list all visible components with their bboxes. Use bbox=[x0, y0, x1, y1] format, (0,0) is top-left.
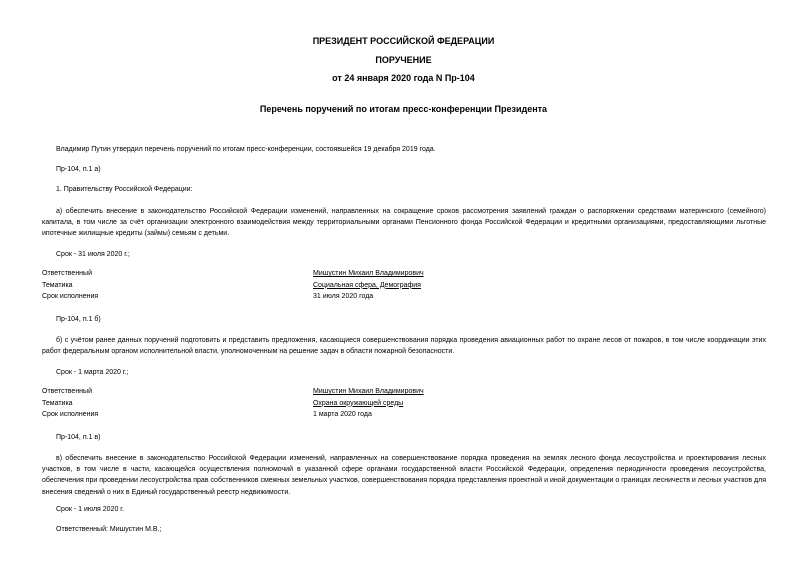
issuer-heading: ПРЕЗИДЕНТ РОССИЙСКОЙ ФЕДЕРАЦИИ bbox=[312, 36, 495, 46]
item-text: в) обеспечить внесение в законодательство Российской Федерации изменений, направленных на совершенствование порядка проведения на землях лесного фонда лесоустройства и проектирования лесных участков, в том числе в части, касающейся осуществления полномочий в указанной сфере органами государственной власти Российской Федерации, определения периодичности проведения лесоустройства, обеспечения при проведении лесоустройства прав собственников смежных земельных участков, совершенствования порядка представления проектной и иной документации о границах лесничеств и лесных участков для внесения сведений о них в Единый государственный реестр недвижимости. bbox=[42, 455, 766, 496]
responsible-label: Ответственный bbox=[42, 388, 92, 395]
item-info-table bbox=[42, 270, 766, 305]
item-ref: Пр-104, п.1 а) bbox=[56, 166, 101, 173]
table-row bbox=[42, 293, 766, 305]
item-ref: Пр-104, п.1 в) bbox=[56, 434, 101, 441]
item-deadline: Срок - 31 июля 2020 г.; bbox=[56, 251, 130, 258]
item-text: а) обеспечить внесение в законодательство Российской Федерации изменений, направленных на сокращение сроков рассмотрения заявлений граждан о распоряжении средствами материнского (семейного) капитала, в том числе за счёт организации электронного взаимодействия между территориальными органами Пенсионного фонда Российской Федерации и кредитными организациями, предоставляющими льготные ипотечные жилищные кредиты (займы) семьям с детьми. bbox=[42, 208, 766, 238]
table-row bbox=[42, 400, 766, 412]
responsible-label: Ответственный bbox=[42, 270, 92, 277]
item-info-table bbox=[42, 388, 766, 423]
table-row bbox=[42, 388, 766, 400]
document-title: Перечень поручений по итогам пресс-конференции Президента bbox=[259, 104, 548, 114]
responsible-link[interactable]: Мишустин Михаил Владимирович bbox=[313, 270, 424, 277]
topic-link[interactable]: Охрана окружающей среды bbox=[313, 399, 404, 407]
topic-label: Тематика bbox=[42, 399, 73, 407]
item-text: б) с учётом ранее данных поручений подготовить и представить предложения, касающиеся совершенствования порядка проведения авиационных работ по охране лесов от пожаров, в том числе координации этих работ федеральным органом исполнительной власти, уполномоченным на решение задач в области пожарной безопасности. bbox=[42, 337, 766, 356]
due-label: Срок исполнения bbox=[42, 293, 99, 300]
intro-paragraph: Владимир Путин утвердил перечень поручений по итогам пресс-конференции, состоявшейся 19 декабря 2019 года. bbox=[56, 146, 436, 153]
due-label: Срок исполнения bbox=[42, 411, 99, 418]
responsible-link[interactable]: Мишустин Михаил Владимирович bbox=[313, 388, 424, 395]
section-heading: 1. Правительству Российской Федерации: bbox=[56, 186, 193, 193]
due-value: 31 июля 2020 года bbox=[313, 293, 374, 300]
document-type-heading: ПОРУЧЕНИЕ bbox=[375, 55, 432, 65]
topic-link[interactable]: Социальная сфера, Демография bbox=[313, 281, 421, 289]
responsible-line: Ответственный: Мишустин М.В.; bbox=[56, 526, 162, 533]
document-date-heading: от 24 января 2020 года N Пр-104 bbox=[332, 73, 475, 83]
item-deadline: Срок - 1 марта 2020 г.; bbox=[56, 369, 129, 376]
due-value: 1 марта 2020 года bbox=[313, 411, 372, 418]
table-row bbox=[42, 411, 766, 423]
topic-label: Тематика bbox=[42, 281, 73, 289]
item-deadline: Срок - 1 июля 2020 г. bbox=[56, 506, 124, 513]
table-row bbox=[42, 270, 766, 282]
item-ref: Пр-104, п.1 б) bbox=[56, 316, 101, 323]
table-row bbox=[42, 282, 766, 294]
